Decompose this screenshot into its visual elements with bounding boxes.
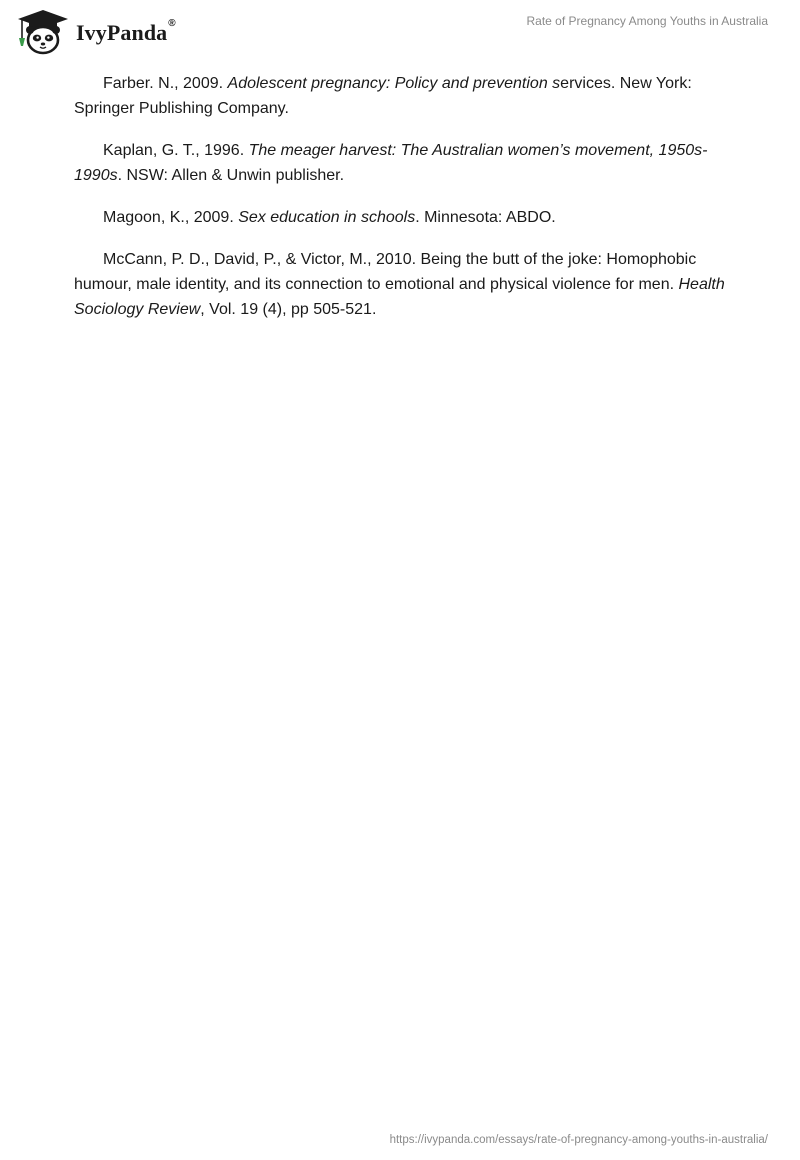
reference-author-year: Kaplan, G. T., 1996. — [103, 142, 249, 159]
brand-name: IvyPanda — [76, 20, 168, 45]
reference-author-year: McCann, P. D., David, P., & Victor, M., 2010. Being the butt of the joke: Homophobic humour, male identity, and its connection to emotional and physical violence for men. — [74, 251, 697, 293]
reference-author-year: Farber. N., 2009. — [103, 75, 228, 92]
reference-item — [74, 138, 734, 188]
reference-publisher: . NSW: Allen & Unwin publisher. — [117, 167, 345, 184]
reference-title: Sex education in schools — [238, 209, 416, 226]
page-header — [0, 0, 800, 60]
reference-journal: Health Sociology Review — [74, 276, 725, 318]
reference-publisher: ervices. New York: Springer Publishing Company. — [74, 75, 692, 117]
reference-item — [74, 247, 734, 322]
panda-graduate-icon — [14, 8, 72, 56]
source-url[interactable]: https://ivypanda.com/essays/rate-of-pregnancy-among-youths-in-australia/ — [389, 1134, 768, 1146]
reference-title: Adolescent pregnancy: Policy and prevention s — [227, 75, 561, 92]
reference-item — [74, 71, 734, 121]
reference-publisher: . Minnesota: ABDO. — [415, 209, 556, 226]
reference-volume: , Vol. 19 (4), pp 505-521. — [200, 301, 377, 318]
ivypanda-logo[interactable] — [14, 8, 176, 56]
document-title: Rate of Pregnancy Among Youths in Australia — [526, 14, 768, 28]
registered-mark: ® — [168, 17, 176, 29]
reference-author-year: Magoon, K., 2009. — [103, 209, 239, 226]
reference-title: The meager harvest: The Australian women’s movement, 1950s-1990s — [74, 142, 708, 184]
reference-list — [74, 71, 734, 339]
reference-item — [74, 205, 734, 230]
